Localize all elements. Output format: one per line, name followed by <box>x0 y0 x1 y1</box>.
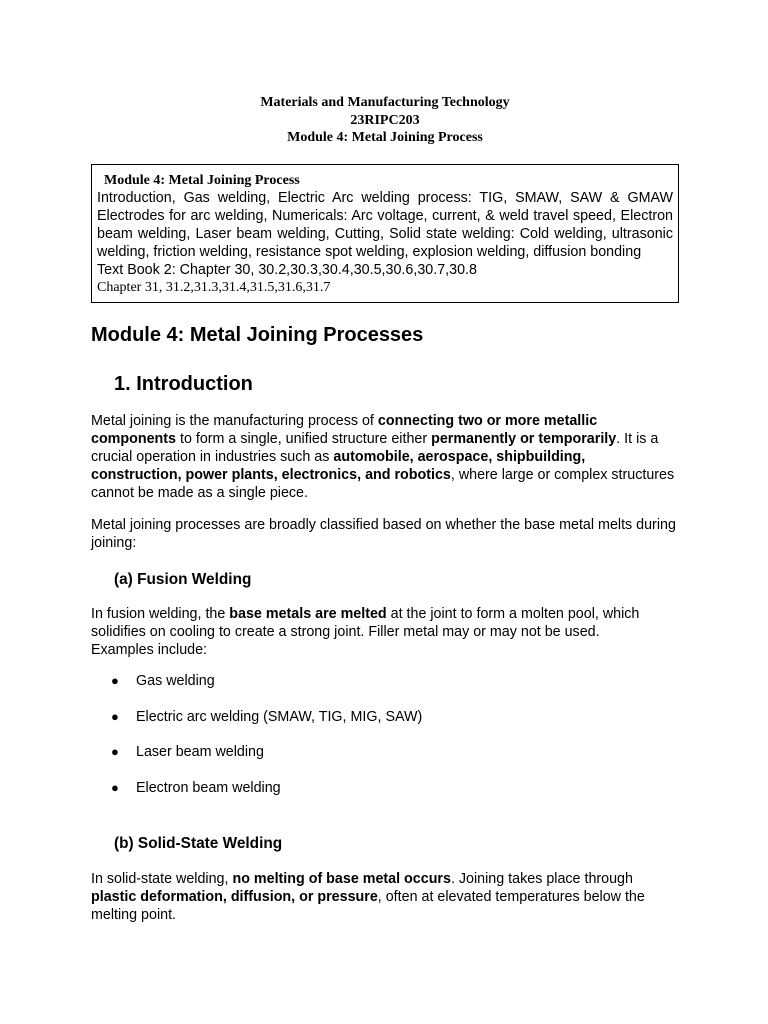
section-heading-introduction: 1. Introduction <box>114 373 253 395</box>
syllabus-textbook: Text Book 2: Chapter 30, 30.2,30.3,30.4,30.5,30.6,30.7,30.8 <box>97 262 477 278</box>
syllabus-title: Module 4: Metal Joining Process <box>104 173 300 188</box>
module-title: Module 4: Metal Joining Processes <box>91 324 424 346</box>
fusion-text-3: Examples include: <box>91 642 208 658</box>
module-subtitle: Module 4: Metal Joining Process <box>287 130 483 145</box>
bullet-icon: ● <box>111 744 119 759</box>
intro-text-4: , where large or complex structures cannot be made as a single piece. <box>91 467 675 501</box>
syllabus-chapter: Chapter 31, 31.2,31.3,31.4,31.5,31.6,31.7 <box>97 280 331 295</box>
solid-text-1: In solid-state welding, <box>91 871 233 887</box>
solid-state-welding-heading: (b) Solid-State Welding <box>114 835 283 852</box>
intro-bold-3: automobile, aerospace, shipbuilding, construction, power plants, electronics, and robotics <box>91 449 586 483</box>
syllabus-box <box>91 164 679 303</box>
intro-bold-1: connecting two or more metallic components <box>91 413 598 447</box>
solid-text-2: . Joining takes place through <box>450 871 633 887</box>
list-item <box>91 743 679 779</box>
fusion-text-2: at the joint to form a molten pool, which solidifies on cooling to create a strong joint. Filler metal may or may not be used. <box>91 606 640 640</box>
course-title: Materials and Manufacturing Technology <box>260 95 510 110</box>
intro-text-1: Metal joining is the manufacturing process of <box>91 413 378 429</box>
fusion-text-1: In fusion welding, the <box>91 606 230 622</box>
list-item <box>91 708 679 744</box>
intro-text-2: to form a single, unified structure either <box>176 431 432 447</box>
list-item-text: Gas welding <box>136 673 215 689</box>
intro-bold-2: permanently or temporarily <box>431 431 617 447</box>
fusion-welding-paragraph <box>91 605 679 659</box>
fusion-welding-heading: (a) Fusion Welding <box>114 571 252 588</box>
solid-bold-2: plastic deformation, diffusion, or pressure <box>91 889 378 905</box>
intro-text-3: . It is a crucial operation in industries such as <box>91 431 659 465</box>
solid-state-paragraph <box>91 870 679 924</box>
list-item <box>91 672 679 708</box>
course-code: 23RIPC203 <box>350 112 420 128</box>
list-item-text: Laser beam welding <box>136 744 264 760</box>
list-item-text: Electric arc welding (SMAW, TIG, MIG, SAW) <box>136 708 423 725</box>
list-item <box>91 779 679 815</box>
classification-paragraph: Metal joining processes are broadly classified based on whether the base metal melts during joining: <box>91 517 676 551</box>
solid-text-3: , often at elevated temperatures below the melting point. <box>91 889 645 923</box>
document-header <box>91 94 679 147</box>
list-item-text: Electron beam welding <box>136 779 281 796</box>
fusion-bold-1: base metals are melted <box>229 606 387 622</box>
bullet-icon: ● <box>111 708 119 724</box>
intro-paragraph <box>91 412 679 502</box>
bullet-icon: ● <box>111 673 119 688</box>
solid-bold-1: no melting of base metal occurs <box>232 871 451 887</box>
syllabus-description: Introduction, Gas welding, Electric Arc welding process: TIG, SMAW, SAW & GMAW Electrodes for arc welding, Numericals: Arc voltage, current, & weld travel speed, Electron beam welding, Laser beam welding, Cutting, Solid state welding: Cold welding, ultrasonic welding, friction welding, resistance spot welding, explosion welding, diffusion bonding <box>97 190 673 260</box>
fusion-examples-list <box>91 672 679 814</box>
bullet-icon: ● <box>111 779 119 795</box>
